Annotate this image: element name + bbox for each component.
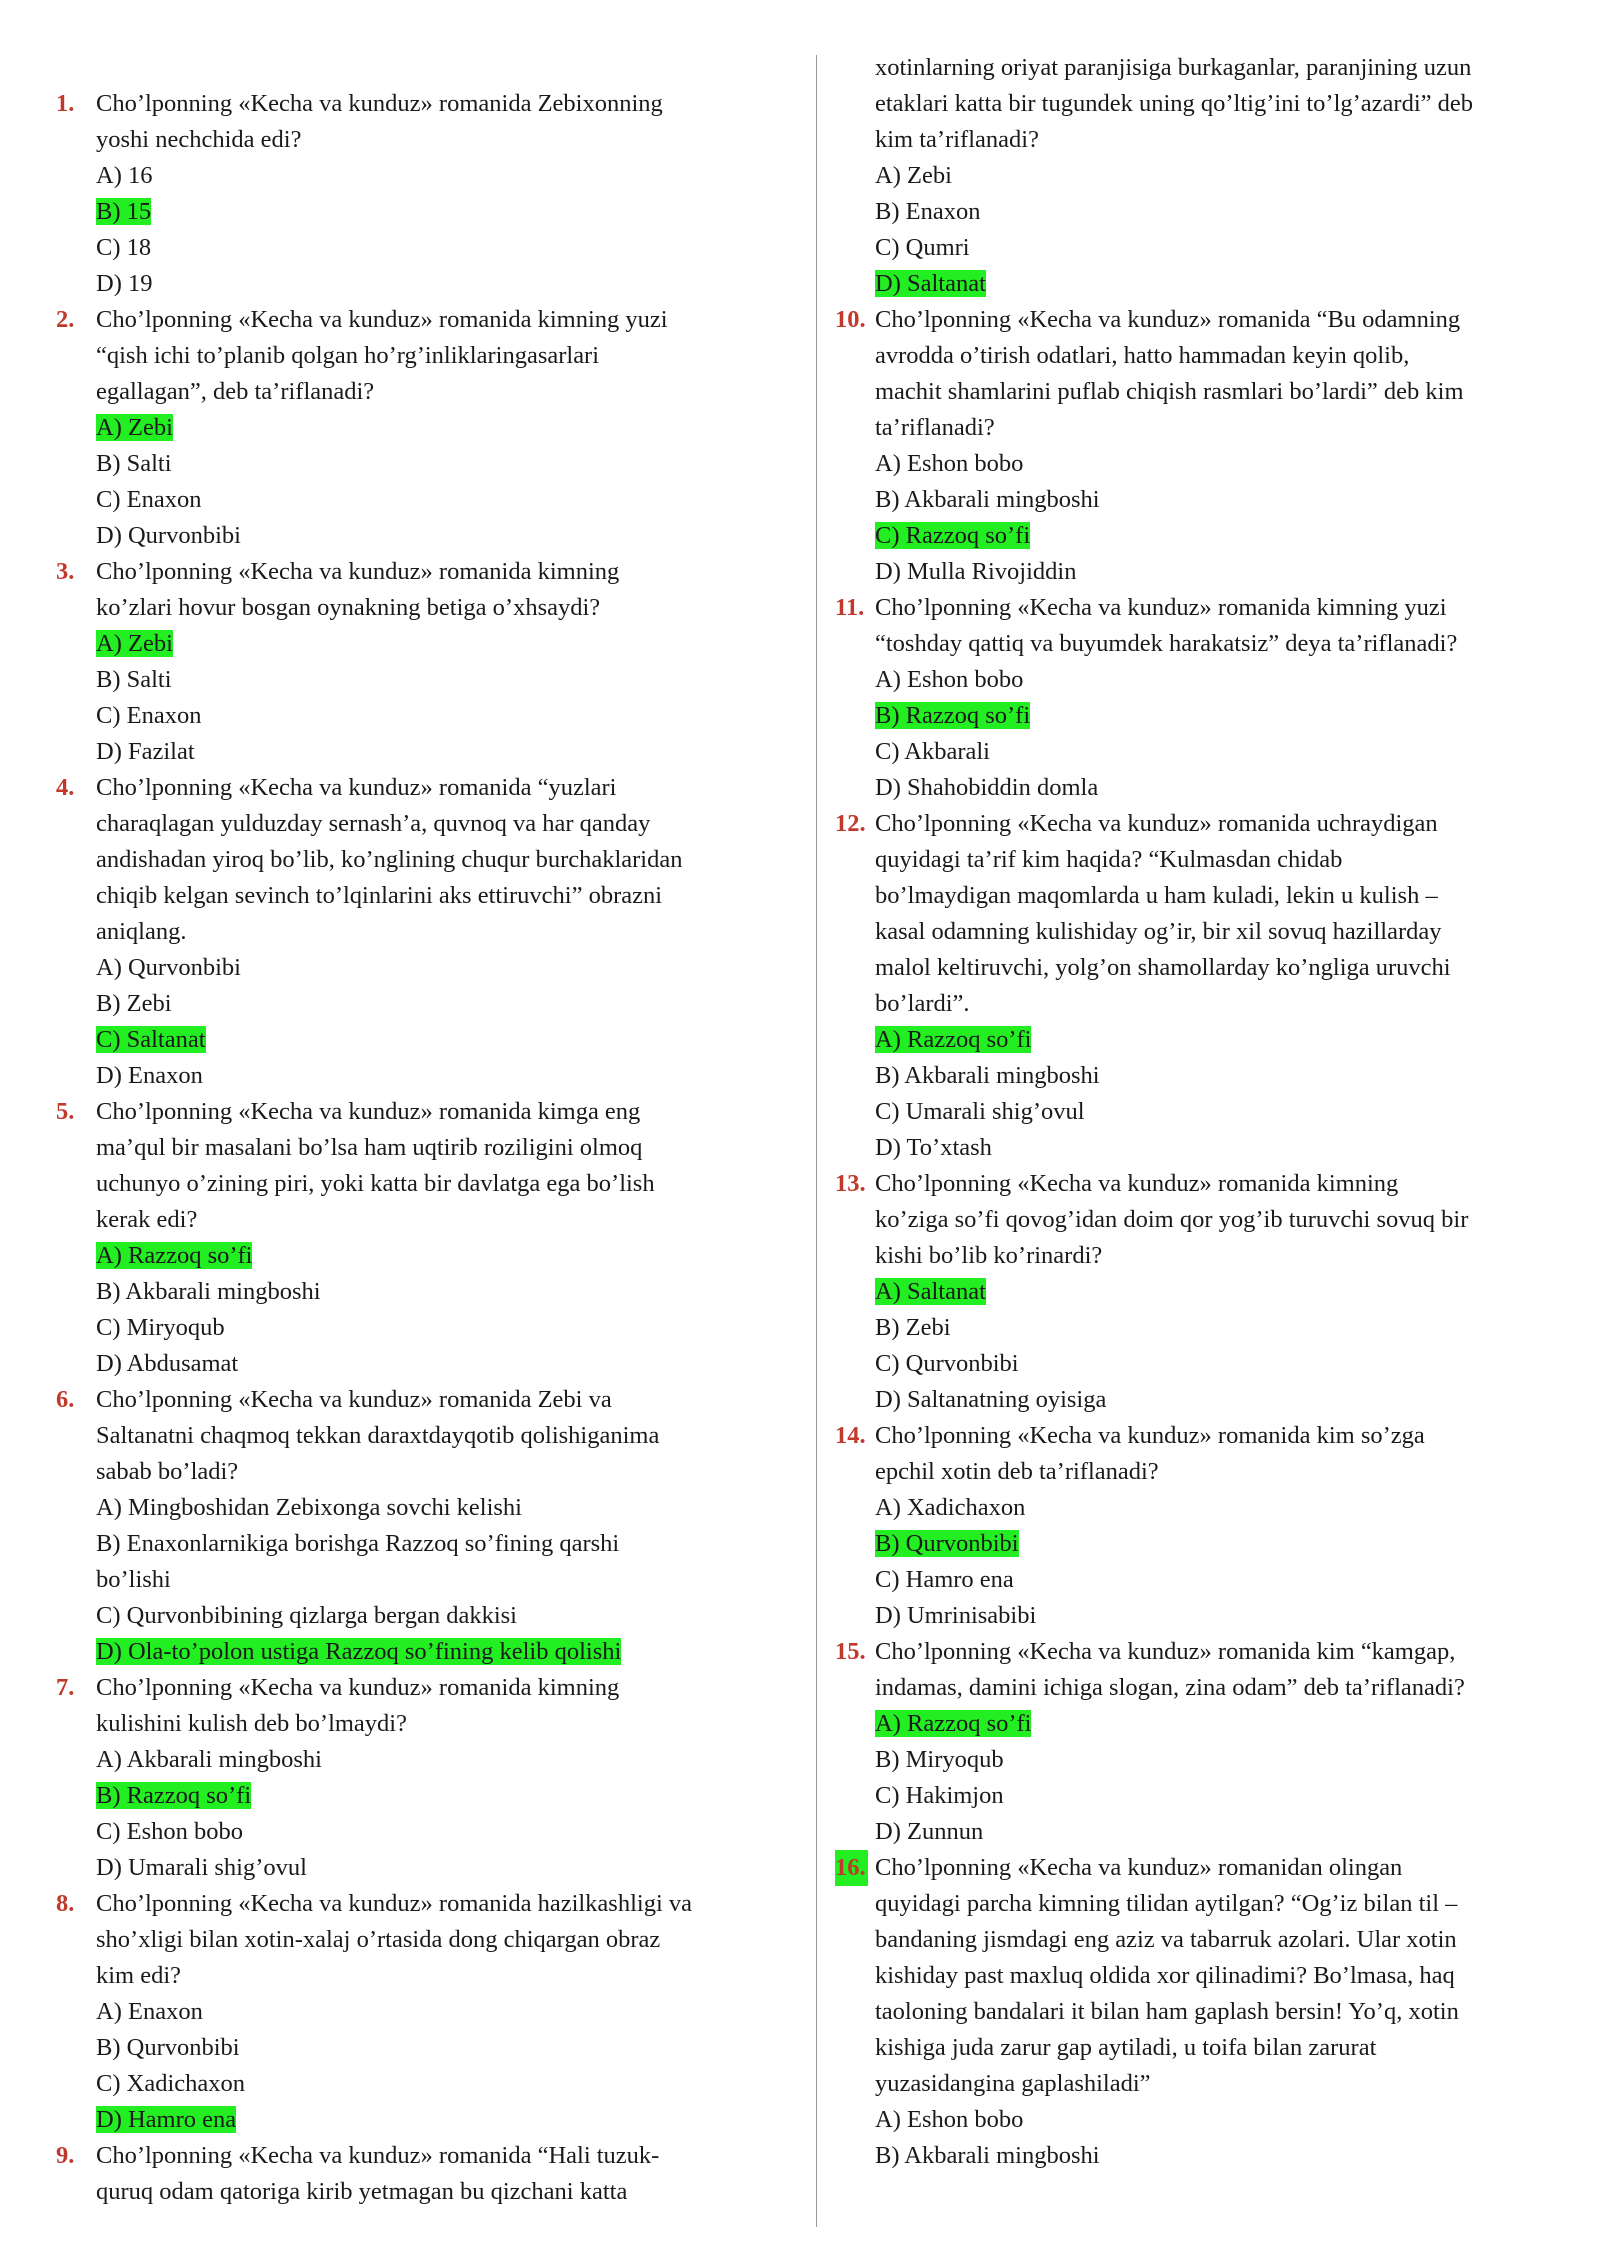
answer-option-correct xyxy=(56,1238,776,1274)
question-text-line xyxy=(56,374,776,410)
question-item xyxy=(56,1670,776,1886)
left-column xyxy=(56,86,776,2210)
answer-option xyxy=(835,662,1540,698)
question-text: Cho’lponning «Kecha va kunduz» romanida Zebi va xyxy=(96,1386,612,1413)
question-item xyxy=(835,1418,1540,1634)
question-item xyxy=(835,302,1540,590)
answer-option-text: A) Razzoq so’fi xyxy=(875,1710,1032,1737)
answer-option-text: C) Qumri xyxy=(875,234,970,261)
answer-option-correct xyxy=(835,266,1540,302)
question-text: xotinlarning oriyat paranjisiga burkaganlar, paranjining uzun xyxy=(875,54,1472,81)
answer-option-text: D) Qurvonbibi xyxy=(96,522,241,549)
question-text: “toshday qattiq va buyumdek harakatsiz” deya ta’riflanadi? xyxy=(875,630,1458,657)
question-text-line xyxy=(56,302,776,338)
question-text: bo’lardi”. xyxy=(875,990,970,1017)
question-item xyxy=(835,1634,1540,1850)
answer-option-text: B) Salti xyxy=(96,666,172,693)
question-item xyxy=(56,554,776,770)
answer-option xyxy=(56,1814,776,1850)
answer-option xyxy=(835,1814,1540,1850)
question-text-line xyxy=(835,374,1540,410)
answer-option-text: B) Razzoq so’fi xyxy=(96,1782,252,1809)
answer-option-text: D) Shahobiddin domla xyxy=(875,774,1099,801)
question-text: bandaning jismdagi eng aziz va tabarruk azolari. Ular xotin xyxy=(875,1926,1457,1953)
answer-option-correct xyxy=(56,2102,776,2138)
answer-option xyxy=(56,482,776,518)
question-text: quyidagi ta’rif kim haqida? “Kulmasdan chidab xyxy=(875,846,1343,873)
answer-option xyxy=(56,2066,776,2102)
answer-option-text: C) Enaxon xyxy=(96,702,202,729)
question-text: malol keltiruvchi, yolg’on shamollarday ko’ngliga uruvchi xyxy=(875,954,1451,981)
question-text-line xyxy=(835,1202,1540,1238)
question-item xyxy=(56,1382,776,1670)
answer-option-text: C) Akbarali xyxy=(875,738,990,765)
answer-option xyxy=(56,1310,776,1346)
question-text-line xyxy=(835,1418,1540,1454)
question-text: avrodda o’tirish odatlari, hatto hammadan keyin qolib, xyxy=(875,342,1410,369)
question-text: uchunyo o’zining piri, yoki katta bir davlatga ega bo’lish xyxy=(96,1170,655,1197)
answer-option-text: B) Miryoqub xyxy=(875,1746,1004,1773)
answer-option-correct xyxy=(835,1274,1540,1310)
answer-option xyxy=(56,266,776,302)
answer-option-text: A) Akbarali mingboshi xyxy=(96,1746,322,1773)
question-text-line xyxy=(835,50,1540,86)
answer-option-text: D) Saltanatning oyisiga xyxy=(875,1386,1107,1413)
question-number: 6. xyxy=(56,1386,75,1413)
answer-option-correct xyxy=(56,194,776,230)
question-text-line xyxy=(835,914,1540,950)
question-text-line xyxy=(56,878,776,914)
question-text: Saltanatni chaqmoq tekkan daraxtdayqotib qolishiganima xyxy=(96,1422,660,1449)
question-text-line xyxy=(56,1670,776,1706)
answer-option xyxy=(56,1994,776,2030)
answer-option xyxy=(835,1490,1540,1526)
question-text-line xyxy=(835,590,1540,626)
answer-option xyxy=(56,662,776,698)
question-text-line xyxy=(56,338,776,374)
question-text: Cho’lponning «Kecha va kunduz» romanida kim “kamgap, xyxy=(875,1638,1456,1665)
answer-option-text: C) Xadichaxon xyxy=(96,2070,245,2097)
question-text-line xyxy=(835,122,1540,158)
question-text-line xyxy=(56,1922,776,1958)
question-text: Cho’lponning «Kecha va kunduz» romanida kimga eng xyxy=(96,1098,641,1125)
answer-option-text: A) Zebi xyxy=(875,162,952,189)
answer-option-text: D) 19 xyxy=(96,270,153,297)
question-number: 12. xyxy=(835,810,866,837)
answer-option xyxy=(56,1850,776,1886)
question-text-line xyxy=(56,1130,776,1166)
answer-option-text: D) Mulla Rivojiddin xyxy=(875,558,1077,585)
question-text-line xyxy=(835,1454,1540,1490)
answer-option-text: A) Razzoq so’fi xyxy=(875,1026,1032,1053)
question-item xyxy=(835,590,1540,806)
question-item xyxy=(835,1166,1540,1418)
answer-option xyxy=(835,1562,1540,1598)
question-text-line xyxy=(835,842,1540,878)
question-text-line xyxy=(835,1238,1540,1274)
answer-option xyxy=(835,1742,1540,1778)
question-number: 14. xyxy=(835,1422,866,1449)
right-column xyxy=(835,50,1540,2174)
question-text-line xyxy=(835,1166,1540,1202)
question-text-line xyxy=(835,338,1540,374)
question-text: ma’qul bir masalani bo’lsa ham uqtirib roziligini olmoq xyxy=(96,1134,643,1161)
question-text-line xyxy=(835,1670,1540,1706)
question-text-line xyxy=(56,1094,776,1130)
answer-option-text: A) Eshon bobo xyxy=(875,450,1024,477)
question-text: Cho’lponning «Kecha va kunduz» romanida kim so’zga xyxy=(875,1422,1425,1449)
answer-option xyxy=(835,230,1540,266)
answer-option-correct xyxy=(56,410,776,446)
answer-option-text: D) Ola-to’polon ustiga Razzoq so’fining kelib qolishi xyxy=(96,1638,622,1665)
question-text: kishiday past maxluq oldida xor qilinadimi? Bo’lmasa, haq xyxy=(875,1962,1455,1989)
question-text: indamas, damini ichiga slogan, zina odam” deb ta’riflanadi? xyxy=(875,1674,1465,1701)
question-text-line xyxy=(835,950,1540,986)
question-text: Cho’lponning «Kecha va kunduz» romanida Zebixonning xyxy=(96,90,663,117)
answer-option-text: B) Razzoq so’fi xyxy=(875,702,1031,729)
answer-option-text: D) Hamro ena xyxy=(96,2106,237,2133)
question-text: quyidagi parcha kimning tilidan aytilgan? “Og’iz bilan til – xyxy=(875,1890,1458,1917)
question-text: Cho’lponning «Kecha va kunduz» romanida kimning yuzi xyxy=(96,306,668,333)
question-text: ko’ziga so’fi qovog’idan doim qor yog’ib turuvchi sovuq bir xyxy=(875,1206,1469,1233)
answer-option xyxy=(835,1598,1540,1634)
answer-option-text: A) Zebi xyxy=(96,414,173,441)
answer-option xyxy=(835,2102,1540,2138)
question-item xyxy=(835,806,1540,1166)
question-number: 4. xyxy=(56,774,75,801)
question-text: Cho’lponning «Kecha va kunduz» romanida kimning xyxy=(875,1170,1399,1197)
answer-option-text: B) Zebi xyxy=(875,1314,951,1341)
answer-option-correct xyxy=(835,1526,1540,1562)
question-text-line xyxy=(835,1922,1540,1958)
answer-option-text: C) Razzoq so’fi xyxy=(875,522,1031,549)
question-text-line xyxy=(56,554,776,590)
question-item xyxy=(835,50,1540,302)
answer-option-text: B) Akbarali mingboshi xyxy=(875,486,1100,513)
question-text: kasal odamning kulishiday og’ir, bir xil sovuq hazillarday xyxy=(875,918,1442,945)
answer-option xyxy=(56,950,776,986)
answer-option xyxy=(56,1346,776,1382)
question-text: Cho’lponning «Kecha va kunduz» romanida “yuzlari xyxy=(96,774,617,801)
answer-option-text: B) Akbarali mingboshi xyxy=(96,1278,321,1305)
answer-option-text: D) Umarali shig’ovul xyxy=(96,1854,307,1881)
question-text-line xyxy=(56,1706,776,1742)
question-text: Cho’lponning «Kecha va kunduz» romanida kimning yuzi xyxy=(875,594,1447,621)
question-text-line xyxy=(56,86,776,122)
answer-option-text: D) Umrinisabibi xyxy=(875,1602,1037,1629)
answer-option-text: B) Akbarali mingboshi xyxy=(875,2142,1100,2169)
answer-option xyxy=(56,158,776,194)
question-text: kim ta’riflanadi? xyxy=(875,126,1039,153)
question-item xyxy=(56,1094,776,1382)
question-item xyxy=(835,1850,1540,2174)
question-text-line xyxy=(56,806,776,842)
question-text: ko’zlari hovur bosgan oynakning betiga o’xhsaydi? xyxy=(96,594,601,621)
question-text: “qish ichi to’planib qolgan ho’rg’inliklaringasarlari xyxy=(96,342,600,369)
answer-option-text: B) Enaxonlarnikiga borishga Razzoq so’fining qarshi xyxy=(96,1530,620,1557)
answer-option-correct xyxy=(56,1022,776,1058)
question-text: bo’lmaydigan maqomlarda u ham kuladi, lekin u kulish – xyxy=(875,882,1438,909)
answer-option-text: C) Saltanat xyxy=(96,1026,206,1053)
question-text-line xyxy=(835,806,1540,842)
answer-option xyxy=(56,734,776,770)
question-text-line xyxy=(56,2138,776,2174)
question-text-line xyxy=(835,1850,1540,1886)
answer-option xyxy=(56,698,776,734)
answer-option-text: B) Akbarali mingboshi xyxy=(875,1062,1100,1089)
question-number: 13. xyxy=(835,1170,866,1197)
answer-option-text: C) Enaxon xyxy=(96,486,202,513)
answer-option-text: B) Qurvonbibi xyxy=(875,1530,1019,1557)
question-text: etaklari katta bir tugundek uning qo’ltig’ini to’lg’azardi” deb xyxy=(875,90,1474,117)
answer-option-text: B) Enaxon xyxy=(875,198,981,225)
question-text: Cho’lponning «Kecha va kunduz» romanida hazilkashligi va xyxy=(96,1890,693,1917)
question-text: kishiga juda zarur gap aytiladi, u toifa bilan zarurat xyxy=(875,2034,1377,2061)
question-item xyxy=(56,2138,776,2210)
question-text-line xyxy=(56,1202,776,1238)
question-text-line xyxy=(56,842,776,878)
question-text: Cho’lponning «Kecha va kunduz» romanida uchraydigan xyxy=(875,810,1438,837)
answer-option xyxy=(56,1742,776,1778)
question-text: taoloning bandalari it bilan ham gaplash bersin! Yo’q, xotin xyxy=(875,1998,1459,2025)
answer-option xyxy=(835,158,1540,194)
answer-option-text: B) 15 xyxy=(96,198,152,225)
answer-option xyxy=(835,734,1540,770)
answer-option xyxy=(835,446,1540,482)
question-text: sho’xligi bilan xotin-xalaj o’rtasida dong chiqargan obraz xyxy=(96,1926,661,1953)
answer-option-text: C) Qurvonbibi xyxy=(875,1350,1019,1377)
answer-option-text: D) Abdusamat xyxy=(96,1350,239,1377)
question-text: kerak edi? xyxy=(96,1206,198,1233)
answer-option-text: B) Salti xyxy=(96,450,172,477)
answer-option-text: A) Eshon bobo xyxy=(875,666,1024,693)
answer-option-text: C) Umarali shig’ovul xyxy=(875,1098,1085,1125)
answer-option xyxy=(56,2030,776,2066)
answer-option-text: A) Xadichaxon xyxy=(875,1494,1026,1521)
answer-option-text: C) Qurvonbibining qizlarga bergan dakkisi xyxy=(96,1602,517,1629)
answer-option-text: A) Enaxon xyxy=(96,1998,203,2025)
answer-option xyxy=(835,1778,1540,1814)
question-number: 8. xyxy=(56,1890,75,1917)
answer-option-correct xyxy=(835,1706,1540,1742)
question-text: aniqlang. xyxy=(96,918,187,945)
answer-option-continuation: bo’lishi xyxy=(96,1566,171,1593)
question-text: yuzasidangina gaplashiladi” xyxy=(875,2070,1151,2097)
answer-option xyxy=(56,1058,776,1094)
question-text-line xyxy=(835,1634,1540,1670)
question-number: 9. xyxy=(56,2142,75,2169)
answer-option xyxy=(56,1526,776,1562)
question-text: Cho’lponning «Kecha va kunduz» romanidan olingan xyxy=(875,1854,1403,1881)
answer-option-correct xyxy=(56,1778,776,1814)
question-text-line xyxy=(835,302,1540,338)
question-text-line xyxy=(835,878,1540,914)
answer-option xyxy=(56,1274,776,1310)
question-number: 5. xyxy=(56,1098,75,1125)
answer-option xyxy=(835,1382,1540,1418)
question-text-line xyxy=(835,1994,1540,2030)
question-text: quruq odam qatoriga kirib yetmagan bu qizchani katta xyxy=(96,2178,628,2205)
question-text: kulishini kulish deb bo’lmaydi? xyxy=(96,1710,407,1737)
question-text-line xyxy=(56,1454,776,1490)
question-text-line xyxy=(835,1958,1540,1994)
answer-option-text: A) Qurvonbibi xyxy=(96,954,241,981)
answer-option xyxy=(56,446,776,482)
answer-option xyxy=(835,1310,1540,1346)
column-divider xyxy=(816,55,817,2227)
question-number: 16. xyxy=(835,1850,868,1886)
question-text-line xyxy=(835,2030,1540,2066)
answer-option-correct xyxy=(835,1022,1540,1058)
answer-option-correct xyxy=(835,698,1540,734)
question-number: 11. xyxy=(835,594,865,621)
answer-option xyxy=(835,1346,1540,1382)
question-text-line xyxy=(835,410,1540,446)
question-text: kishi bo’lib ko’rinardi? xyxy=(875,1242,1103,1269)
answer-option-text: C) Eshon bobo xyxy=(96,1818,243,1845)
question-text: sabab bo’ladi? xyxy=(96,1458,239,1485)
question-text-line xyxy=(835,626,1540,662)
question-number: 7. xyxy=(56,1674,75,1701)
question-text: Cho’lponning «Kecha va kunduz» romanida kimning xyxy=(96,558,620,585)
question-text-line xyxy=(56,2174,776,2210)
answer-option-text: A) Zebi xyxy=(96,630,173,657)
answer-option-text: A) Saltanat xyxy=(875,1278,986,1305)
question-item xyxy=(56,1886,776,2138)
question-item xyxy=(56,770,776,1094)
question-text: charaqlagan yulduzday sernash’a, quvnoq va har qanday xyxy=(96,810,651,837)
question-text: epchil xotin deb ta’riflanadi? xyxy=(875,1458,1159,1485)
answer-option-correct xyxy=(56,626,776,662)
question-text-line xyxy=(56,1166,776,1202)
question-text-line xyxy=(835,86,1540,122)
question-text: Cho’lponning «Kecha va kunduz» romanida “Bu odamning xyxy=(875,306,1461,333)
answer-option-text: A) Razzoq so’fi xyxy=(96,1242,253,1269)
question-text-line xyxy=(835,986,1540,1022)
question-number: 2. xyxy=(56,306,75,333)
answer-option-correct xyxy=(835,518,1540,554)
question-text-line xyxy=(835,1886,1540,1922)
question-text: Cho’lponning «Kecha va kunduz» romanida “Hali tuzuk- xyxy=(96,2142,660,2169)
question-text-line xyxy=(56,770,776,806)
answer-option-correct xyxy=(56,1634,776,1670)
answer-option xyxy=(835,554,1540,590)
answer-option xyxy=(56,518,776,554)
question-number: 10. xyxy=(835,306,866,333)
question-text-line xyxy=(835,2066,1540,2102)
answer-option xyxy=(835,1130,1540,1166)
answer-option xyxy=(56,230,776,266)
answer-option-text: A) Eshon bobo xyxy=(875,2106,1024,2133)
answer-option-text: C) Hamro ena xyxy=(875,1566,1014,1593)
answer-option xyxy=(56,1598,776,1634)
answer-option-text: C) Hakimjon xyxy=(875,1782,1004,1809)
question-item xyxy=(56,302,776,554)
question-number: 3. xyxy=(56,558,75,585)
question-item xyxy=(56,86,776,302)
answer-option-text: B) Zebi xyxy=(96,990,172,1017)
answer-option-text: A) Mingboshidan Zebixonga sovchi kelishi xyxy=(96,1494,522,1521)
answer-option xyxy=(835,2138,1540,2174)
question-text: kim edi? xyxy=(96,1962,182,1989)
answer-option xyxy=(835,194,1540,230)
answer-option-text: D) Enaxon xyxy=(96,1062,203,1089)
question-text-line xyxy=(56,122,776,158)
answer-option-text: D) Fazilat xyxy=(96,738,195,765)
answer-option-text: C) 18 xyxy=(96,234,152,261)
answer-option-text: B) Qurvonbibi xyxy=(96,2034,240,2061)
answer-option xyxy=(835,770,1540,806)
question-text-line xyxy=(56,1958,776,1994)
question-text-line xyxy=(56,914,776,950)
answer-option xyxy=(56,1490,776,1526)
question-text-line xyxy=(56,590,776,626)
question-text-line xyxy=(56,1886,776,1922)
answer-option xyxy=(835,1058,1540,1094)
answer-option-text: C) Miryoqub xyxy=(96,1314,225,1341)
answer-option-text: A) 16 xyxy=(96,162,153,189)
question-text-line xyxy=(56,1418,776,1454)
answer-option-text: D) Saltanat xyxy=(875,270,986,297)
question-text: ta’riflanadi? xyxy=(875,414,995,441)
answer-option-text: D) To’xtash xyxy=(875,1134,992,1161)
question-text: egallagan”, deb ta’riflanadi? xyxy=(96,378,375,405)
question-number: 15. xyxy=(835,1638,866,1665)
question-text-line xyxy=(56,1382,776,1418)
answer-option-text: D) Zunnun xyxy=(875,1818,984,1845)
question-number: 1. xyxy=(56,90,75,117)
question-text: chiqib kelgan sevinch to’lqinlarini aks ettiruvchi” obrazni xyxy=(96,882,663,909)
question-text: machit shamlarini puflab chiqish rasmlari bo’lardi” deb kim xyxy=(875,378,1464,405)
question-text: Cho’lponning «Kecha va kunduz» romanida kimning xyxy=(96,1674,620,1701)
answer-option xyxy=(56,986,776,1022)
answer-option xyxy=(835,482,1540,518)
answer-option xyxy=(835,1094,1540,1130)
question-text: yoshi nechchida edi? xyxy=(96,126,302,153)
question-text: andishadan yiroq bo’lib, ko’nglining chuqur burchaklaridan xyxy=(96,846,683,873)
